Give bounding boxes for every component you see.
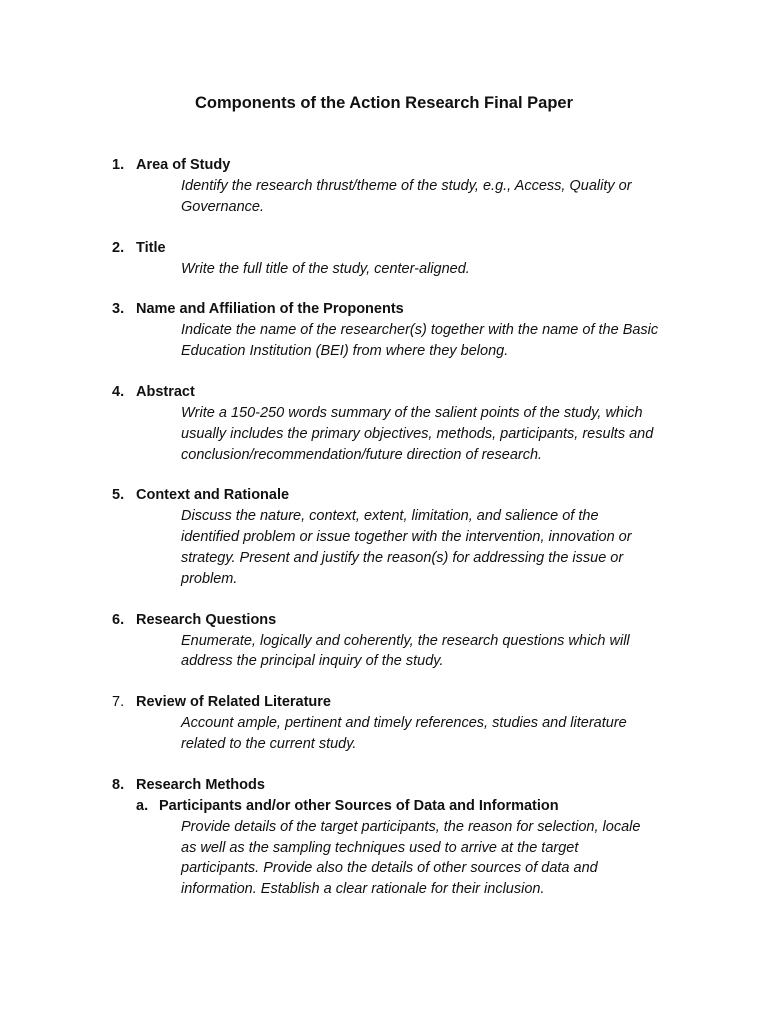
item-description [181,631,691,673]
item-heading [0,382,768,403]
item-number: 2. [112,239,125,256]
item-number: 8. [112,776,125,793]
item-number: 6. [112,611,125,628]
item-label: Review of Related Literature [136,694,331,711]
item-heading [0,238,768,259]
description-line: identified problem or issue together with the intervention, innovation or [181,529,632,546]
list-item [0,485,768,589]
item-description [181,320,691,362]
item-description [181,403,691,465]
list-item [0,238,768,280]
description-line: Governance. [181,198,265,215]
subitem-label: Participants and/or other Sources of Data and Information [159,797,559,814]
description-line: Enumerate, logically and coherently, the research questions which will [181,632,630,649]
list-item [0,692,768,755]
list-item [0,610,768,673]
subitem-heading [0,796,768,817]
subitem-description [181,817,691,900]
item-heading [0,299,768,320]
list-item [0,155,768,218]
description-line: usually includes the primary objectives, methods, participants, results and [181,425,654,442]
item-number: 7. [112,694,125,711]
item-label: Research Questions [136,611,277,628]
item-description [181,176,691,218]
description-line: information. Establish a clear rationale for their inclusion. [181,881,545,898]
description-line: Provide details of the target participants, the reason for selection, locale [181,818,641,835]
item-heading [0,775,768,796]
item-label: Area of Study [136,157,231,173]
item-number: 5. [112,487,125,504]
item-description [181,506,691,589]
description-line: Write the full title of the study, center-aligned. [181,260,470,277]
description-line: as well as the sampling techniques used to arrive at the target [181,839,579,856]
description-line: Indicate the name of the researcher(s) together with the name of the Basic [181,322,659,339]
item-label: Name and Affiliation of the Proponents [136,301,404,318]
description-line: strategy. Present and justify the reason(s) for addressing the issue or [181,549,624,566]
description-line: Account ample, pertinent and timely references, studies and literature [181,715,627,732]
subitem-letter: a. [136,797,149,814]
description-line: address the principal inquiry of the study. [181,653,444,670]
item-heading [0,155,768,176]
description-line: related to the current study. [181,735,357,752]
components-list [0,155,768,920]
list-item [0,775,768,900]
list-item [0,382,768,465]
item-description [181,713,691,755]
item-label: Context and Rationale [136,487,290,504]
item-label: Research Methods [136,776,265,793]
description-line: participants. Provide also the details of other sources of data and [181,860,598,877]
item-number: 1. [112,157,125,173]
document-title: Components of the Action Research Final Paper [194,94,574,112]
list-item [0,299,768,362]
description-line: Write a 150-250 words summary of the salient points of the study, which [181,404,643,421]
description-line: Identify the research thrust/theme of the study, e.g., Access, Quality or [181,178,632,194]
item-heading [0,485,768,506]
item-heading [0,692,768,713]
item-description [181,259,691,280]
description-line: Discuss the nature, context, extent, limitation, and salience of the [181,508,599,525]
item-number: 4. [112,383,125,400]
description-line: conclusion/recommendation/future direction of research. [181,446,543,463]
item-label: Abstract [136,383,195,400]
item-number: 3. [112,301,125,318]
description-line: Education Institution (BEI) from where they belong. [181,343,509,360]
item-label: Title [136,239,166,256]
item-heading [0,610,768,631]
description-line: problem. [181,570,238,587]
